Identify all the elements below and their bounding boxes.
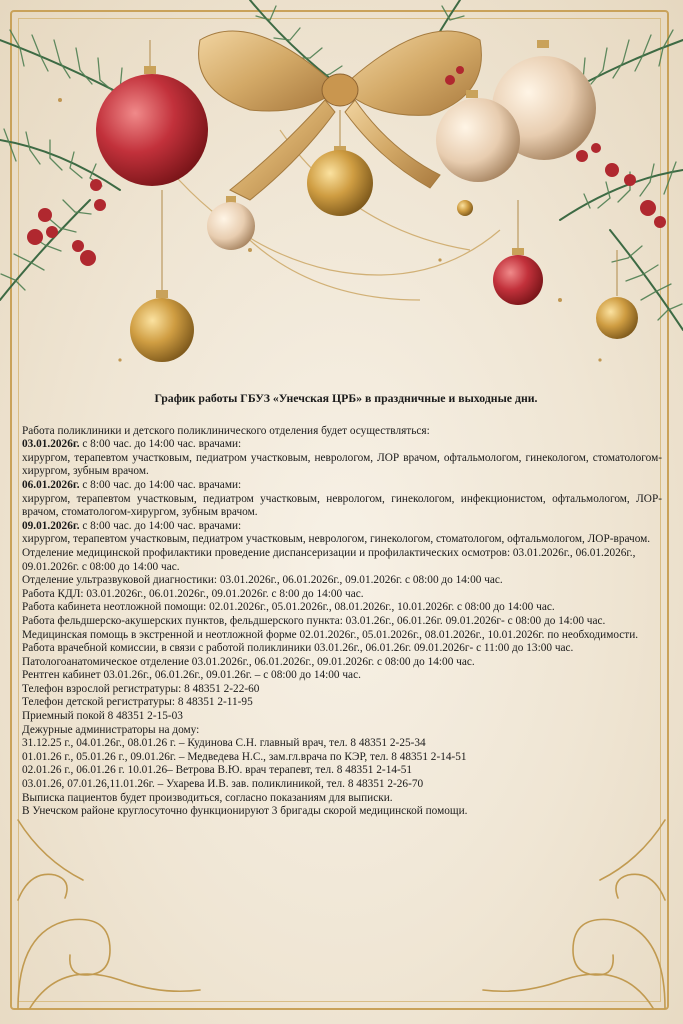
day-doctors: хирургом, терапевтом участковым, педиатром участковым, неврологом, ЛОР врачом, офтальмологом, гинекологом, стоматологом-хирургом, зубным врачом.	[22, 451, 662, 478]
corner-flourish-icon	[18, 820, 665, 1008]
footer-discharge: Выписка пациентов будет производиться, согласно показаниям для выписки.	[22, 791, 393, 804]
footer-ambulance: В Унечском районе круглосуточно функционируют 3 бригады скорой медицинской помощи.	[22, 805, 468, 818]
day-date: 09.01.2026г.	[22, 519, 80, 532]
schedule-document	[22, 392, 662, 819]
admin-row: 02.01.26 г., 06.01.26 г. 10.01.26– Ветрова В.Ю. врач терапевт, тел. 8 48351 2-14-51	[22, 764, 413, 777]
day-doctors: хирургом, терапевтом участковым, педиатром участковым, неврологом, гинекологом, инфекционистом, офтальмологом, ЛОР-врачом, стоматологом-хирургом, зубным врачом.	[22, 492, 662, 519]
day-time: с 8:00 час. до 14:00 час. врачами:	[79, 438, 242, 451]
phone-admission: Приемный покой 8 48351 2-15-03	[22, 710, 183, 723]
department-feldsher: Работа фельдшерско-акушерских пунктов, фельдшерского пункта: 03.01.26г., 06.01.26г. 09.01.2026г- с 08:00 до 14:00 час. Медицинская помощь в экстренной и неотложной форме 02.01.2026г., 05.01.2026г., 08.01.2026г., 10.01.2026г. по необходимости.	[22, 614, 639, 641]
day-date: 06.01.2026г.	[22, 478, 80, 491]
department-pathology: Патологоанатомическое отделение 03.01.2026г., 06.01.2026г., 09.01.2026г. с 08:00 до 14:00 час.	[22, 655, 475, 668]
day-time: с 8:00 час. до 14:00 час. врачами:	[79, 519, 242, 532]
department-xray: Рентген кабинет 03.01.26г., 06.01.26г., 09.01.26г. – с 08:00 до 14:00 час.	[22, 669, 361, 682]
day-doctors: хирургом, терапевтом участковым, педиатром участковым, неврологом, гинекологом, стоматологом, офтальмологом, ЛОР-врачом.	[22, 533, 651, 546]
department-ultrasound: Отделение ультразвуковой диагностики: 03.01.2026г., 06.01.2026г., 09.01.2026г. с 08:00 до 14:00 час.	[22, 574, 503, 587]
admins-heading: Дежурные администраторы на дому:	[22, 723, 200, 736]
department-lab: Работа КДЛ: 03.01.2026г., 06.01.2026г., 09.01.2026г. с 8:00 до 14:00 час.	[22, 587, 364, 600]
admin-row: 31.12.25 г., 04.01.26г., 08.01.26 г. – Кудинова С.Н. главный врач, тел. 8 48351 2-25-34	[22, 737, 426, 750]
day-date: 03.01.2026г.	[22, 438, 80, 451]
department-urgent-care: Работа кабинета неотложной помощи: 02.01.2026г., 05.01.2026г., 08.01.2026г., 10.01.2026г. с 08:00 до 14:00 час.	[22, 601, 555, 614]
phone-adult-registry: Телефон взрослой регистратуры: 8 48351 2-22-60	[22, 682, 260, 695]
department-prevention: Отделение медицинской профилактики проведение диспансеризации и профилактических осмотров: 03.01.2026г., 06.01.2026г., 09.01.2026г. с 08:00 до 14:00 час.	[22, 546, 636, 573]
admin-row: 01.01.26 г., 05.01.26 г., 09.01.26г. – Медведева Н.С., зам.гл.врача по КЭР, тел. 8 48351 2-14-51	[22, 750, 467, 763]
admin-row: 03.01.26, 07.01.26,11.01.26г. – Ухарева И.В. зав. поликлиникой, тел. 8 48351 2-26-70	[22, 778, 424, 791]
department-commission: Работа врачебной комиссии, в связи с работой поликлиники 03.01.26г., 06.01.26г. 09.01.2026г- с 11:00 до 13:00 час.	[22, 642, 574, 655]
phone-child-registry: Телефон детской регистратуры: 8 48351 2-11-95	[22, 696, 253, 709]
day-schedule-3	[22, 520, 662, 534]
intro-text: Работа поликлиники и детского поликлинического отделения будет осуществляться:	[22, 424, 430, 437]
day-time: с 8:00 час. до 14:00 час. врачами:	[79, 478, 242, 491]
day-schedule-1	[22, 438, 662, 452]
day-schedule-2	[22, 479, 662, 493]
page-title: График работы ГБУЗ «Унечская ЦРБ» в праздничные и выходные дни.	[154, 391, 538, 405]
